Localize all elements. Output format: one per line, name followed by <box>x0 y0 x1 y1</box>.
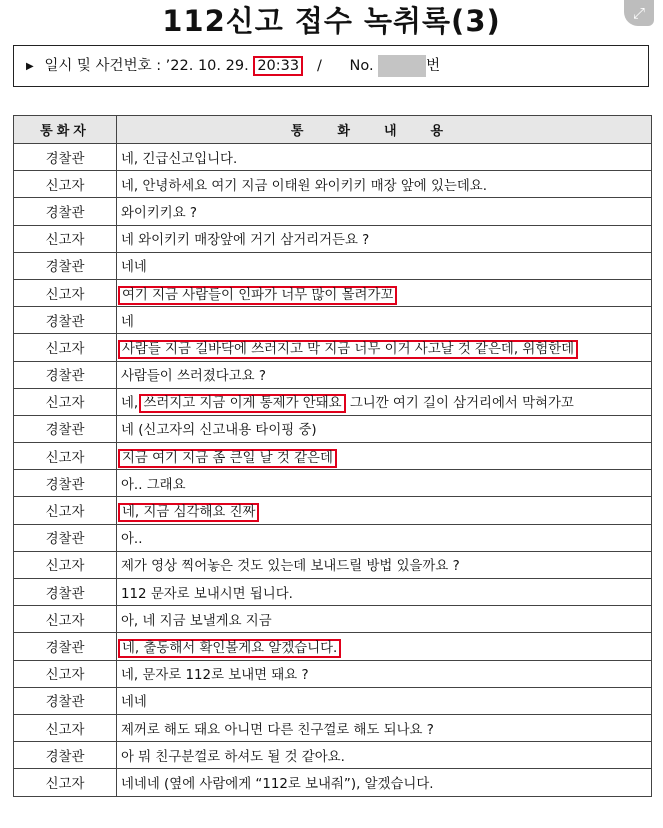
highlighted-text: 여기 지금 사람들이 인파가 너무 많이 몰려가꼬 <box>118 286 397 305</box>
speaker-cell: 경찰관 <box>14 524 117 551</box>
content-text: 네네 <box>121 260 147 276</box>
content-cell <box>117 742 652 769</box>
content-text: 네 와이키키 매장앞에 거기 삼거리거든요 ? <box>121 233 370 249</box>
content-text: 네, <box>121 396 143 412</box>
content-cell <box>117 198 652 225</box>
table-row <box>14 660 652 687</box>
case-time-highlight: 20:33 <box>253 56 303 76</box>
speaker-cell: 경찰관 <box>14 579 117 606</box>
content-text: 제꺼로 해도 돼요 아니면 다른 친구껄로 해도 되나요 ? <box>121 722 434 738</box>
speaker-cell: 신고자 <box>14 497 117 524</box>
table-row <box>14 415 652 442</box>
content-cell <box>117 769 652 796</box>
content-cell <box>117 443 652 470</box>
speaker-cell: 경찰관 <box>14 361 117 388</box>
table-row <box>14 171 652 198</box>
table-row <box>14 443 652 470</box>
content-cell <box>117 279 652 306</box>
transcript-table <box>13 115 652 797</box>
table-row <box>14 307 652 334</box>
content-cell <box>117 714 652 741</box>
content-text: 네네네 (옆에 사람에게 “112로 보내줘”), 알겠습니다. <box>121 776 434 792</box>
content-text: 아.. <box>121 532 143 548</box>
speaker-cell: 경찰관 <box>14 198 117 225</box>
table-row <box>14 633 652 660</box>
table-row <box>14 334 652 361</box>
content-cell <box>117 171 652 198</box>
content-text: 네네 <box>121 695 147 711</box>
table-row <box>14 579 652 606</box>
redacted-case-number <box>378 55 426 77</box>
content-text: 112 문자로 보내시면 됩니다. <box>121 586 293 602</box>
table-row <box>14 687 652 714</box>
content-text: 제가 영상 찍어놓은 것도 있는데 보내드릴 방법 있을까요 ? <box>121 559 460 575</box>
speaker-cell: 신고자 <box>14 388 117 415</box>
speaker-cell: 신고자 <box>14 279 117 306</box>
highlighted-text: 네, 출동해서 확인볼게요 알겠습니다. <box>118 639 341 658</box>
content-text: 네 <box>121 314 134 330</box>
transcript-header-row <box>14 116 652 144</box>
bullet-triangle-icon: ▶ <box>26 61 34 72</box>
content-text: 그니깐 여기 길이 삼거리에서 막혀가꼬 <box>345 396 574 412</box>
case-number-suffix: 번 <box>426 58 441 74</box>
table-row <box>14 279 652 306</box>
table-row <box>14 252 652 279</box>
table-row <box>14 769 652 796</box>
content-cell <box>117 660 652 687</box>
header-speaker: 통화자 <box>14 116 117 144</box>
content-cell <box>117 252 652 279</box>
content-text: 네 (신고자의 신고내용 타이핑 중) <box>121 423 317 439</box>
table-row <box>14 388 652 415</box>
table-row <box>14 144 652 171</box>
content-cell <box>117 334 652 361</box>
case-info-box <box>13 45 649 87</box>
case-info-slash: / <box>316 58 322 74</box>
speaker-cell: 신고자 <box>14 769 117 796</box>
content-cell <box>117 361 652 388</box>
content-text: 네, 안녕하세요 여기 지금 이태원 와이키키 매장 앞에 있는데요. <box>121 178 487 194</box>
content-text: 네, 긴급신고입니다. <box>121 151 238 167</box>
highlighted-text: 쓰러지고 지금 이게 통제가 안돼요 <box>139 394 345 413</box>
content-cell <box>117 307 652 334</box>
content-text: 아, 네 지금 보낼게요 지금 <box>121 613 272 629</box>
table-row <box>14 361 652 388</box>
table-row <box>14 714 652 741</box>
case-number-label: No. <box>349 58 374 74</box>
document-title: 112신고 접수 녹취록(3) <box>162 4 501 38</box>
case-info-prefix: 일시 및 사건번호 : ’22. 10. 29. <box>44 58 249 74</box>
table-row <box>14 225 652 252</box>
table-row <box>14 497 652 524</box>
speaker-cell: 경찰관 <box>14 742 117 769</box>
content-text: 와이키키요 ? <box>121 205 198 221</box>
content-cell <box>117 606 652 633</box>
content-text: 네, 문자로 112로 보내면 돼요 ? <box>121 668 309 684</box>
speaker-cell: 신고자 <box>14 443 117 470</box>
speaker-cell: 경찰관 <box>14 633 117 660</box>
speaker-cell: 신고자 <box>14 714 117 741</box>
content-cell <box>117 633 652 660</box>
highlighted-text: 네, 지금 심각해요 진짜 <box>118 503 259 522</box>
table-row <box>14 551 652 578</box>
speaker-cell: 신고자 <box>14 171 117 198</box>
table-row <box>14 742 652 769</box>
content-cell <box>117 579 652 606</box>
speaker-cell: 경찰관 <box>14 307 117 334</box>
speaker-cell: 신고자 <box>14 660 117 687</box>
highlighted-text: 지금 여기 지금 좀 큰일 날 것 같은데 <box>118 449 337 468</box>
table-row <box>14 198 652 225</box>
content-cell <box>117 470 652 497</box>
table-row <box>14 524 652 551</box>
speaker-cell: 신고자 <box>14 334 117 361</box>
content-text: 아 뭐 친구분껄로 하셔도 될 것 같아요. <box>121 749 345 765</box>
content-cell <box>117 144 652 171</box>
content-cell <box>117 551 652 578</box>
speaker-cell: 경찰관 <box>14 252 117 279</box>
content-cell <box>117 687 652 714</box>
content-cell <box>117 415 652 442</box>
highlighted-text: 사람들 지금 길바닥에 쓰러지고 막 지금 너무 이거 사고날 것 같은데, 위험한데 <box>118 340 578 359</box>
expand-arrows-icon[interactable]: ⤢ <box>624 0 654 26</box>
table-row <box>14 606 652 633</box>
content-cell <box>117 524 652 551</box>
speaker-cell: 신고자 <box>14 551 117 578</box>
speaker-cell: 신고자 <box>14 606 117 633</box>
speaker-cell: 신고자 <box>14 225 117 252</box>
content-text: 아.. 그래요 <box>121 477 186 493</box>
header-content: 통화내용 <box>117 116 652 144</box>
speaker-cell: 경찰관 <box>14 144 117 171</box>
speaker-cell: 경찰관 <box>14 687 117 714</box>
content-cell <box>117 225 652 252</box>
table-row <box>14 470 652 497</box>
speaker-cell: 경찰관 <box>14 470 117 497</box>
content-text: 사람들이 쓰러졌다고요 ? <box>121 369 266 385</box>
content-cell <box>117 497 652 524</box>
speaker-cell: 경찰관 <box>14 415 117 442</box>
content-cell <box>117 388 652 415</box>
